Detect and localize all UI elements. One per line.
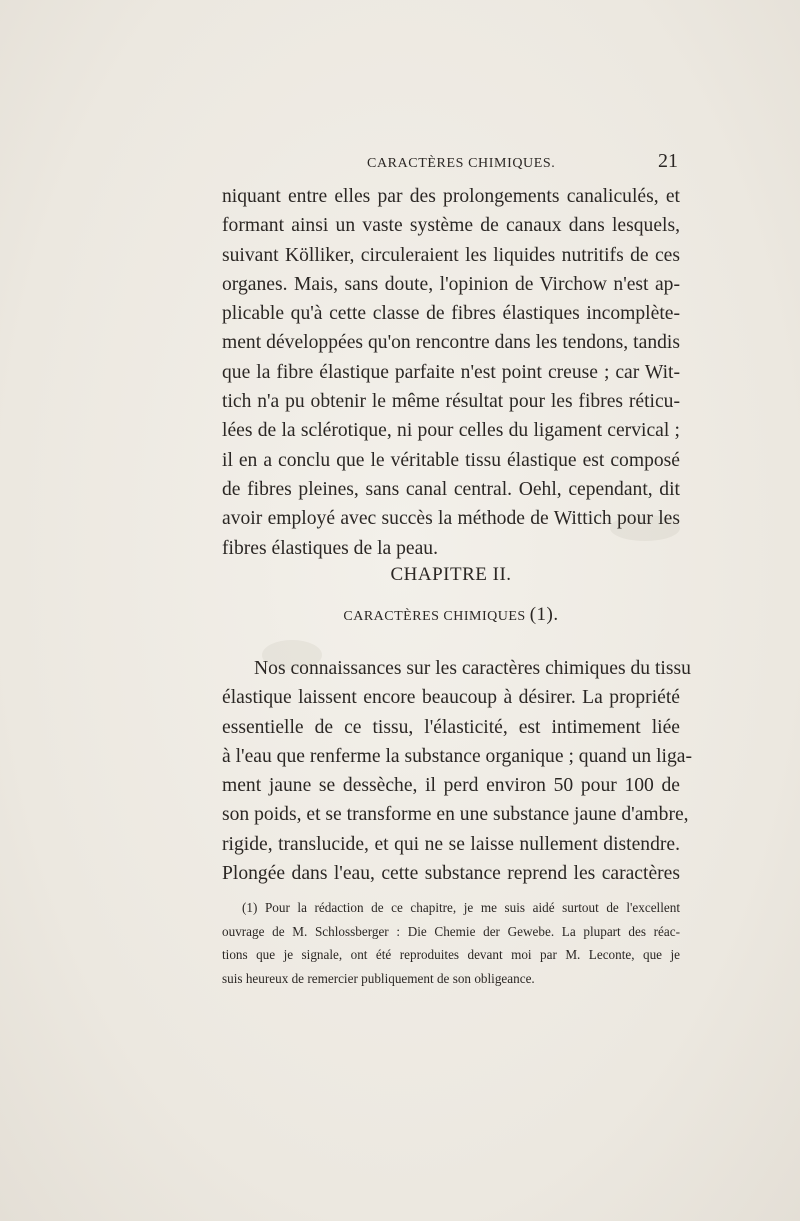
text-line: tich n'a pu obtenir le même résultat pour les fibres réticu-: [222, 391, 680, 413]
page-number: 21: [658, 150, 678, 172]
footnote-reference: (1).: [529, 604, 559, 625]
chapter-subtitle-text: CARACTÈRES CHIMIQUES: [343, 609, 526, 624]
footnote-line: suis heureux de remercier publiquement de son obligeance.: [222, 970, 535, 986]
text-line: que la fibre élastique parfaite n'est point creuse ; car Wit-: [222, 361, 680, 383]
text-line: de fibres pleines, sans canal central. Oehl, cependant, dit: [222, 478, 680, 500]
text-line: il en a conclu que le véritable tissu élastique est composé: [222, 449, 680, 471]
running-header: [222, 150, 680, 176]
body-paragraph: [222, 654, 692, 888]
text-line: organes. Mais, sans doute, l'opinion de Virchow n'est ap-: [222, 273, 680, 295]
text-line: à l'eau que renferme la substance organique ; quand un liga-: [222, 745, 692, 767]
text-line: Nos connaissances sur les caractères chimiques du tissu: [254, 658, 691, 679]
text-line: avoir employé avec succès la méthode de Wittich pour les: [222, 508, 680, 530]
text-line: ment jaune se dessèche, il perd environ 50 pour 100 de: [222, 775, 680, 797]
text-line: fibres élastiques de la peau.: [222, 537, 438, 559]
body-paragraph-continued: [222, 182, 680, 563]
text-line: ment développées qu'on rencontre dans les tendons, tandis: [222, 332, 680, 354]
text-line: niquant entre elles par des prolongements canaliculés, et: [222, 186, 680, 207]
footnote-line: tions que je signale, ont été reproduites devant moi par M. Leconte, que je: [222, 947, 680, 962]
text-line: formant ainsi un vaste système de canaux dans lesquels,: [222, 215, 680, 237]
text-line: Plongée dans l'eau, cette substance reprend les caractères: [222, 863, 680, 885]
text-line: lées de la sclérotique, ni pour celles du ligament cervical ;: [222, 420, 680, 442]
footnote: [222, 896, 680, 990]
text-line: rigide, translucide, et qui ne se laisse nullement distendre.: [222, 833, 680, 855]
text-line: essentielle de ce tissu, l'élasticité, est intimement liée: [222, 716, 680, 738]
text-line: élastique laissent encore beaucoup à désirer. La propriété: [222, 687, 680, 709]
chapter-title: CHAPITRE II.: [390, 564, 512, 585]
text-line: plicable qu'à cette classe de fibres élastiques incomplète-: [222, 303, 680, 325]
footnote-line: ouvrage de M. Schlossberger : Die Chemie der Gewebe. La plupart des réac-: [222, 923, 680, 939]
text-line: suivant Kölliker, circuleraient les liquides nutritifs de ces: [222, 244, 680, 266]
text-line: son poids, et se transforme en une substance jaune d'ambre,: [222, 804, 689, 826]
footnote-line: (1) Pour la rédaction de ce chapitre, je me suis aidé surtout de l'excellent: [242, 900, 680, 915]
chapter-subtitle: [222, 604, 680, 626]
running-title: CARACTÈRES CHIMIQUES.: [367, 156, 556, 171]
